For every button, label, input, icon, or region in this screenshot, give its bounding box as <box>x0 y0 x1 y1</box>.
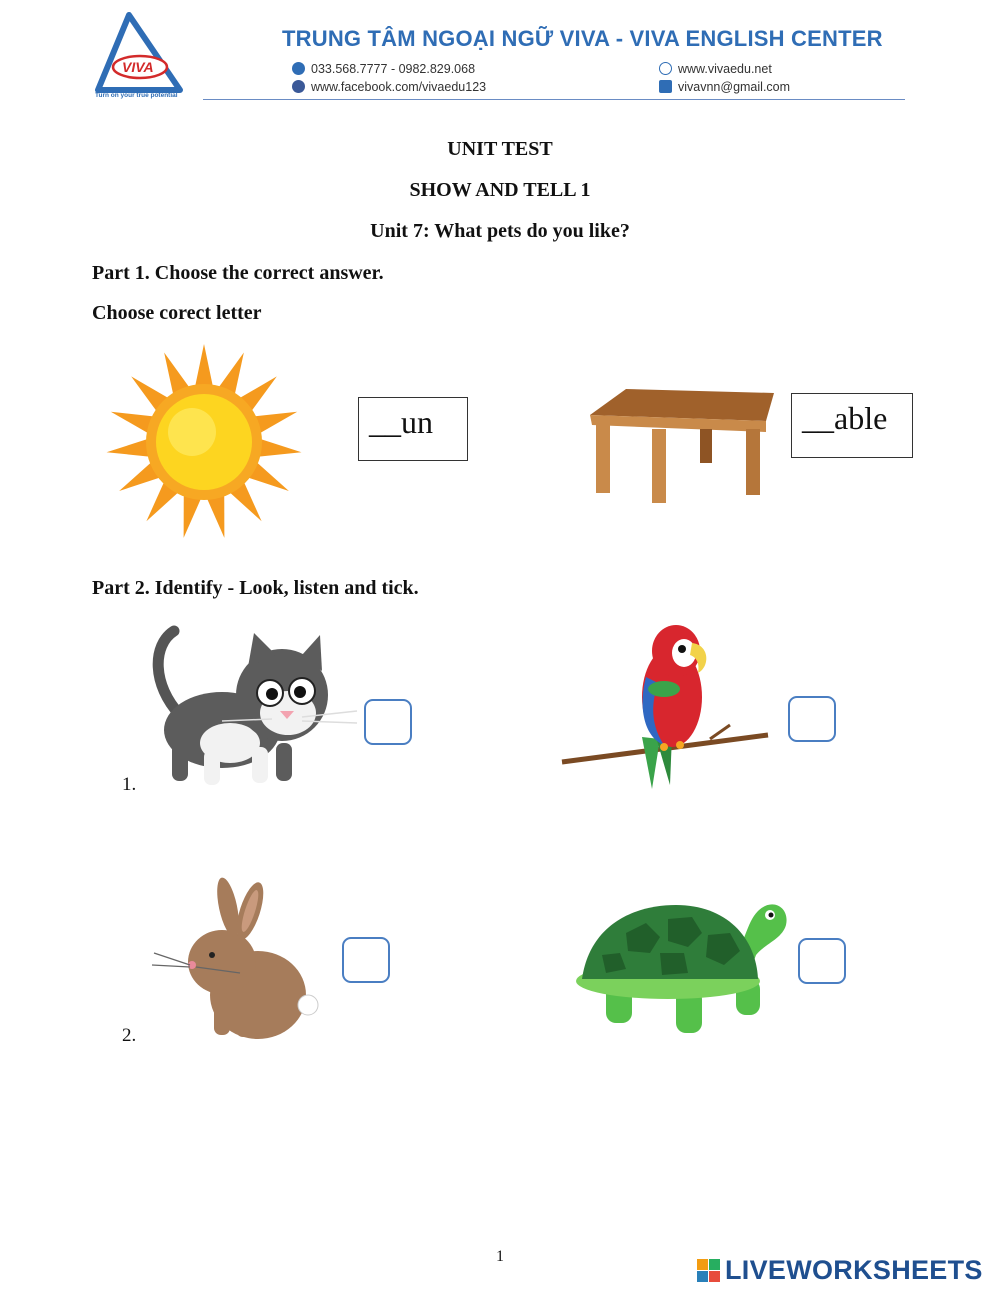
turtle-tick-box[interactable] <box>798 938 846 984</box>
website-line <box>659 62 772 76</box>
sun-picture <box>102 340 307 545</box>
phone-text: 033.568.7777 - 0982.829.068 <box>311 62 476 76</box>
email-text: vivavnn@gmail.com <box>678 80 791 94</box>
sun-word: __un <box>369 404 433 440</box>
part2-heading: Part 2. Identify - Look, listen and tick. <box>92 577 419 599</box>
liveworksheets-logo[interactable] <box>697 1255 983 1287</box>
center-name: TRUNG TÂM NGOẠI NGỮ VIVA - VIVA ENGLISH CENTER <box>282 26 883 51</box>
part1-heading: Part 1. Choose the correct answer. <box>92 262 384 284</box>
website-text: www.vivaedu.net <box>678 62 772 76</box>
sun-word-input[interactable] <box>358 397 468 461</box>
question-number-1: 1. <box>122 774 137 795</box>
part1-subheading: Choose corect letter <box>92 302 262 324</box>
header-divider <box>203 99 905 100</box>
logo <box>92 12 187 102</box>
liveworksheets-brand: LIVEWORKSHEETS <box>725 1255 983 1285</box>
title-unit-name: Unit 7: What pets do you like? <box>370 220 630 242</box>
title-show-and-tell: SHOW AND TELL 1 <box>409 179 591 201</box>
phone-line <box>292 62 475 76</box>
page-number: 1 <box>496 1248 504 1265</box>
rabbit-picture <box>150 877 320 1042</box>
table-word-input[interactable] <box>791 393 913 458</box>
phone-icon <box>292 62 305 75</box>
facebook-line <box>292 80 486 94</box>
parrot-tick-box[interactable] <box>788 696 836 742</box>
email-icon <box>659 80 672 93</box>
cat-tick-box[interactable] <box>364 699 412 745</box>
email-line <box>659 80 790 94</box>
title-unit-test: UNIT TEST <box>447 138 553 160</box>
turtle-picture <box>576 893 791 1043</box>
parrot-picture <box>560 617 770 792</box>
logo-text: VIVA <box>122 59 154 75</box>
logo-tagline: Turn on your true potential <box>95 92 178 99</box>
facebook-text: www.facebook.com/vivaedu123 <box>311 80 487 94</box>
facebook-icon <box>292 80 305 93</box>
globe-icon <box>659 62 672 75</box>
liveworksheets-icon <box>697 1259 721 1283</box>
question-number-2: 2. <box>122 1025 137 1046</box>
rabbit-tick-box[interactable] <box>342 937 390 983</box>
table-word: __able <box>802 400 888 436</box>
cat-picture <box>152 625 362 795</box>
table-picture <box>588 385 778 505</box>
